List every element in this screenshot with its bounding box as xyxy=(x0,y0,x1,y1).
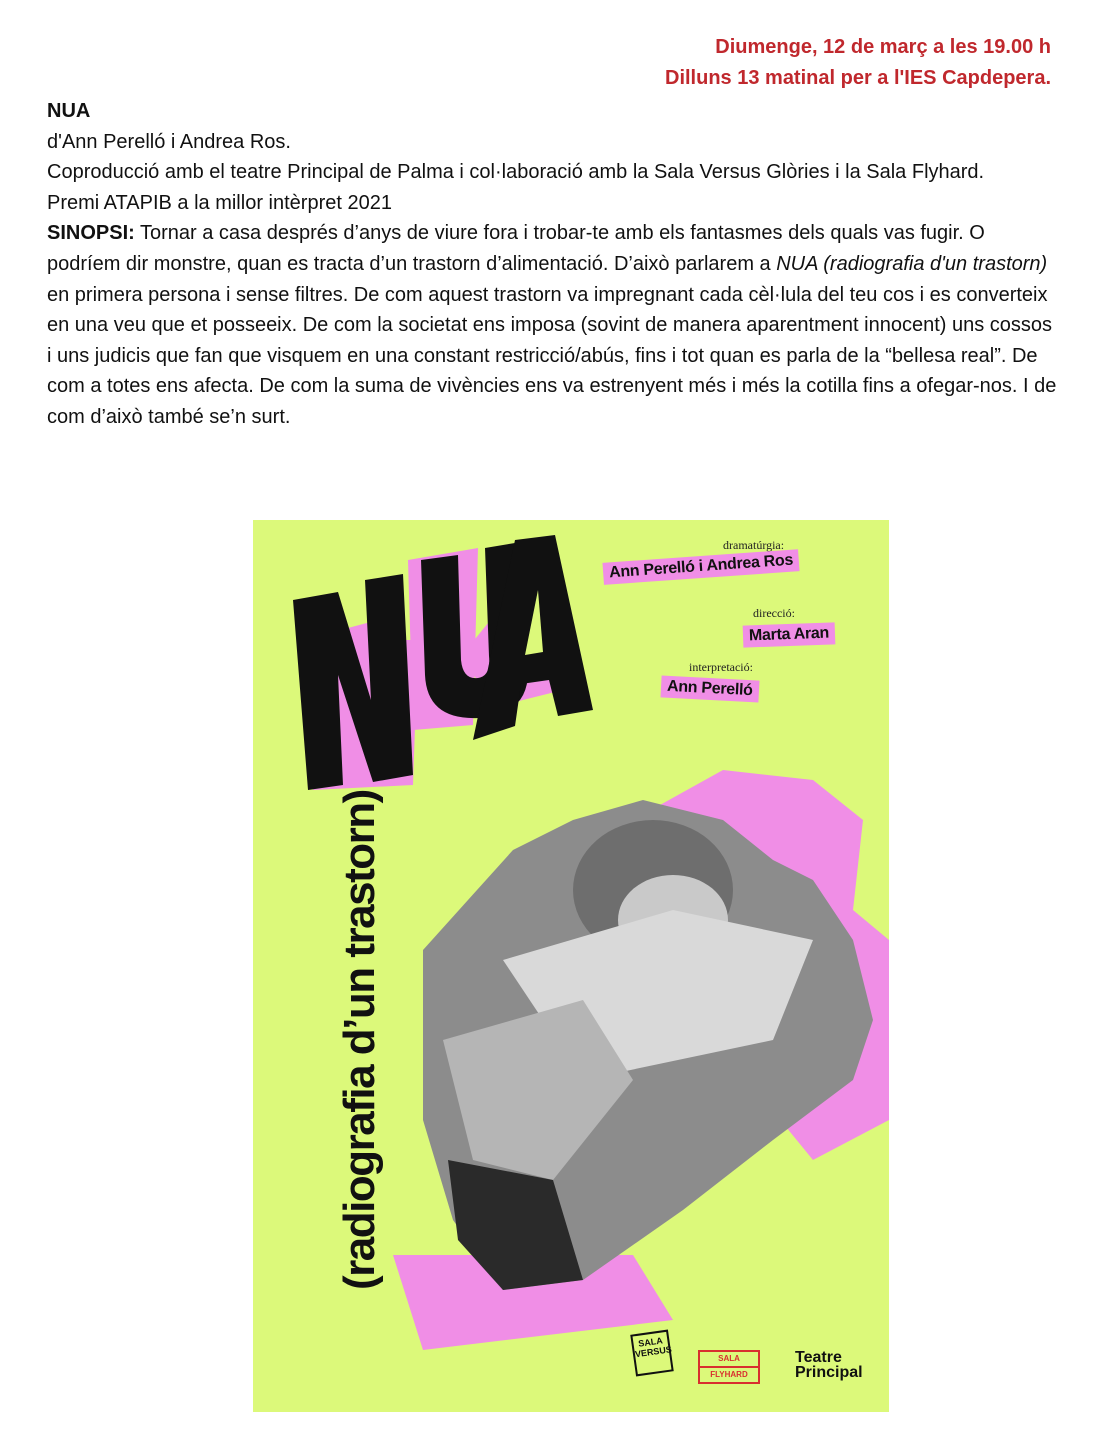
credit-name-direccio: Marta Aran xyxy=(743,622,836,647)
credit-label-dramaturgia: dramatúrgia: xyxy=(723,538,785,552)
show-poster xyxy=(253,520,889,1412)
date-line-2: Dilluns 13 matinal per a l'IES Capdepera. xyxy=(665,67,1051,89)
credit-name-interpretacio: Ann Perelló xyxy=(660,675,759,702)
teatre-logo-line2: Principal xyxy=(795,1364,863,1381)
show-coproduction: Coproducció amb el teatre Principal de Palma i col·laboració amb la Sala Versus Glòries i la Sala Flyhard. xyxy=(47,161,985,184)
teatre-principal-logo xyxy=(795,1350,863,1380)
show-authors: d'Ann Perelló i Andrea Ros. xyxy=(47,130,291,153)
credit-name-dramaturgia: Ann Perelló i Andrea Ros xyxy=(602,549,799,585)
credit-label-direccio: direcció: xyxy=(753,606,795,620)
show-description xyxy=(47,96,1057,433)
poster-subtitle: (radiografia d’un trastorn) xyxy=(335,790,384,1290)
sala-flyhard-logo xyxy=(698,1350,760,1384)
credit-label-interpretacio: interpretació: xyxy=(689,660,753,674)
event-dates xyxy=(665,32,1051,94)
show-title: NUA xyxy=(47,100,91,122)
synopsis-text-1: Tornar a casa després d’anys de viure fora i trobar-te amb els fantasmes dels quals vas fugir. O podríem dir monstre, quan es tracta d’un trastorn d’alimentació. D’això parlarem a xyxy=(47,222,985,275)
sala-versus-logo: SALA VERSUS xyxy=(630,1330,673,1377)
flyhard-logo-bottom: FLYHARD xyxy=(710,1370,748,1379)
show-award: Premi ATAPIB a la millor intèrpret 2021 xyxy=(47,191,392,214)
show-synopsis xyxy=(47,218,1057,432)
synopsis-italic-title: NUA (radiografia d'un trastorn) xyxy=(776,252,1048,275)
date-line-1: Diumenge, 12 de març a les 19.00 h xyxy=(715,36,1051,58)
synopsis-text-2: en primera persona i sense filtres. De com aquest trastorn va impregnant cada cèl·lula del teu cos i es converteix en una veu que et posseeix. De com la societat ens imposa (sovint de manera aparentment innocent) uns cossos i uns judicis que fan que visquem en una constant restricció/abús, fins i tot quan es parla de la “bellesa real”. De com a totes ens afecta. De com la suma de vivències ens va estrenyent més i més la cotilla fins a ofegar-nos. I de com d’això també se’n surt. xyxy=(47,283,1057,428)
teatre-logo-line1: Teatre xyxy=(795,1349,842,1366)
synopsis-label: SINOPSI: xyxy=(47,222,135,245)
flyhard-logo-top: SALA xyxy=(700,1352,758,1368)
